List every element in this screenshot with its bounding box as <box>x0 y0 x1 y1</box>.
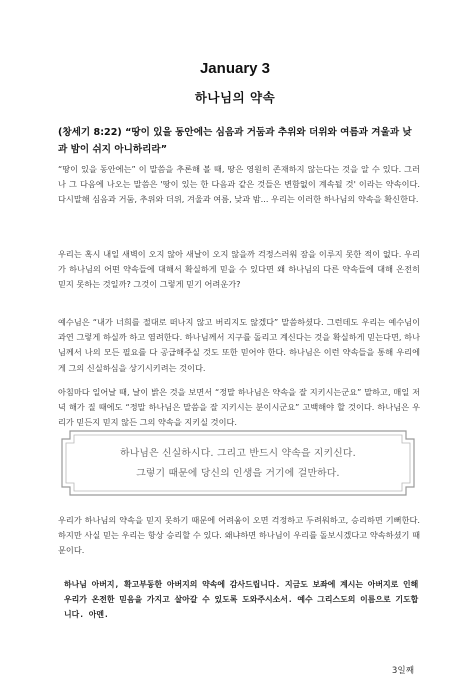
paragraph-1: “땅이 있을 동안에는” 이 말씀을 추론해 볼 때, 땅은 영원히 존재하지 않는다는 것을 알 수 있다. 그러나 그 다음에 나오는 말씀은 '땅이 있는 한 다음과 같은 것들은 변함없이 계속될 것' 이라는 약속이다. 다시말해 심음과 거둠, 추위와 더위, 겨울과 여름, 낮과 밤... 우리는 이러한 하나님의 약속을 확신한다. <box>58 164 420 205</box>
date-heading: January 3 <box>199 60 271 77</box>
paragraph-3: 예수님은 “내가 너희를 절대로 떠나지 않고 버리지도 않겠다” 말씀하셨다. 그런데도 우리는 예수님이 과연 그렇게 하실까 하고 염려한다. 하나님께서 지구를 돌리고 계신다는 것을 확실하게 믿는다면, 하나님께서 나의 모든 필요를 다 공급해주실 것도 또한 믿어야 한다. 하나님은 이런 약속들을 통해 우리에게 그의 신실하심을 상기시키려는 것이다. <box>58 317 420 373</box>
scripture-verse: (창세기 8:22) “땅이 있을 동안에는 심음과 거둠과 추위와 더위와 여름과 겨울과 낮과 밤이 쉬지 아니하리라” <box>58 127 412 155</box>
page-title: 하나님의 약속 <box>194 90 276 105</box>
prayer-text: 하나님 아버지, 확고부동한 아버지의 약속에 감사드립니다. 지금도 보좌에 계시는 아버지로 인해 우리가 온전한 믿음을 가지고 살아갈 수 있도록 도와주시소서. 예수 그리스도의 이름으로 기도합니다. 아멘. <box>64 580 419 619</box>
callout-box <box>60 429 416 497</box>
page-number: 3일째 <box>391 666 414 676</box>
paragraph-2: 우리는 혹시 내일 새벽이 오지 않아 새날이 오지 않을까 걱정스러워 잠을 이루지 못한 적이 없다. 우리가 하나님의 어떤 약속들에 대해서 확실하게 믿을 수 있다면 왜 하나님의 다른 약속들에 대해 온전히 믿지 못하는 것일까? 그것이 그렇게 믿기 어려운가? <box>58 249 420 290</box>
paragraph-4: 아침마다 일어날 때, 날이 밝은 것을 보면서 “정말 하나님은 약속을 잘 지키시는군요” 말하고, 매일 저녁 해가 질 때에도 “정말 하나님은 말씀을 잘 지키시는 분이시군요” 고백해야 할 것이다. 하나님은 우리가 믿든지 믿지 않든 그의 약속을 지키실 것이다. <box>58 387 420 428</box>
callout-line-1: 하나님은 신실하시다. 그리고 반드시 약속을 지키신다. <box>120 448 356 459</box>
callout-frame <box>60 429 416 497</box>
paragraph-5: 우리가 하나님의 약속을 믿지 못하기 때문에 어려움이 오면 걱정하고 두려워하고, 승리하면 기뻐한다. 하지만 사실 믿는 우리는 항상 승리할 수 있다. 왜냐하면 하나님이 우리를 돌보시겠다고 약속하셨기 때문이다. <box>58 515 420 556</box>
callout-line-2: 그렇기 때문에 당신의 인생을 거기에 걸만하다. <box>136 468 340 479</box>
